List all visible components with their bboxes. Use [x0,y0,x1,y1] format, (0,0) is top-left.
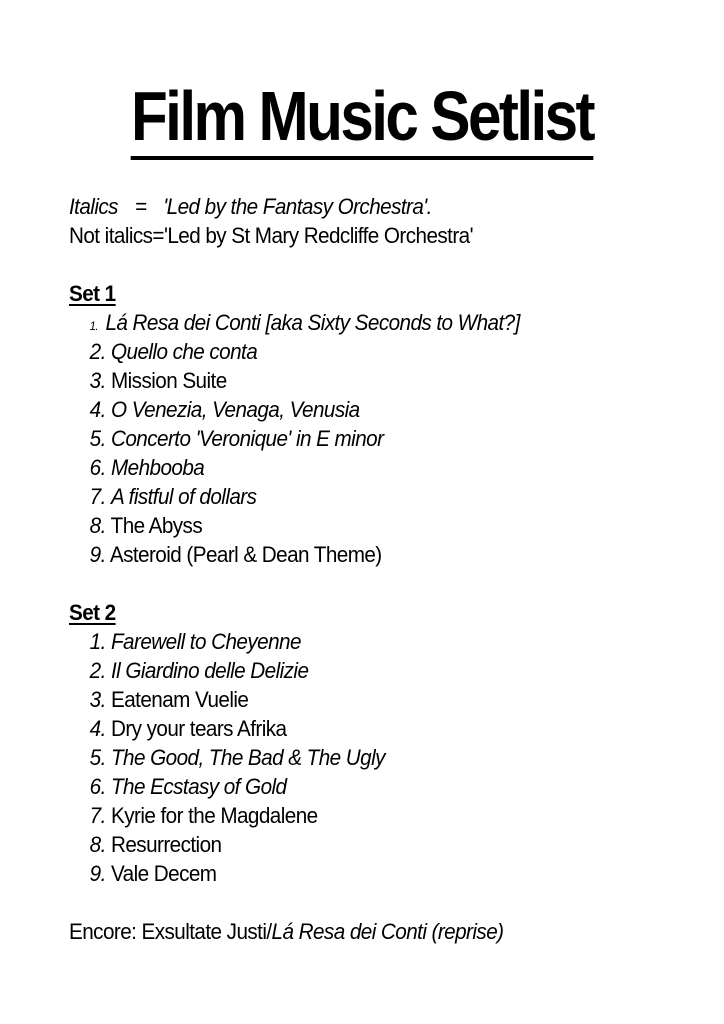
encore-plain: Encore: Exsultate Justi/ [69,919,272,944]
set1-heading: Set 1 [69,281,116,306]
set2-item-number: 5. [89,745,106,770]
set2-item [69,801,671,830]
set1-item [69,395,671,424]
legend-plain-line: Not italics='Led by St Mary Redcliffe Orchestra' [69,223,473,248]
set2-item-number: 1. [89,629,106,654]
set1-item-title: Asteroid (Pearl & Dean Theme) [109,542,382,567]
set1-item [69,540,671,569]
set2-item-number: 4. [89,716,106,741]
set2-list [69,627,671,888]
set2-item-title: The Good, The Bad & The Ugly [110,745,385,770]
set2-item-title: Resurrection [110,832,222,857]
set2-item-title: Farewell to Cheyenne [110,629,301,654]
set1-item-number: 4. [89,397,106,422]
encore-italic: Lá Resa dei Conti (reprise) [271,919,504,944]
set1-item-number: 1. [89,319,98,333]
document-body [69,192,671,946]
encore-line [69,917,671,946]
legend-italics-value: 'Led by the Fantasy Orchestra'. [163,194,432,219]
set1-item-number: 5. [89,426,106,451]
set1-item [69,308,671,337]
set2-heading: Set 2 [69,600,116,625]
set1-item [69,511,671,540]
set2-item [69,772,671,801]
set1-item [69,366,671,395]
set2-item-number: 8. [89,832,106,857]
set1-item-title: O Venezia, Venaga, Venusia [110,397,360,422]
set2-item-number: 9. [89,861,106,886]
set2-item [69,714,671,743]
set2-item [69,830,671,859]
set2-item [69,859,671,888]
set2-item-title: Vale Decem [110,861,217,886]
set1-item-title: Concerto 'Veronique' in E minor [110,426,384,451]
set2-item-title: Dry your tears Afrika [110,716,287,741]
legend-italics-line [69,192,671,221]
set1-item-number: 9. [89,542,106,567]
set2-item [69,685,671,714]
set2-item [69,627,671,656]
set1-item-number: 7. [89,484,106,509]
set2-item-title: Kyrie for the Magdalene [110,803,318,828]
set1-list [69,308,671,569]
page-title [51,70,674,162]
set1-item-title: The Abyss [110,513,203,538]
set2-item-number: 6. [89,774,106,799]
set2-item-title: Il Giardino delle Delizie [110,658,309,683]
set1-item-number: 8. [89,513,106,538]
set1-item [69,337,671,366]
legend-italics-eq: = [134,194,147,219]
set2-item [69,656,671,685]
set1-item-number: 3. [89,368,106,393]
set1-item-title: A fistful of dollars [110,484,257,509]
set1-item-title: Quello che conta [110,339,258,364]
set1-item [69,424,671,453]
set1-item-title: Mehbooba [110,455,205,480]
set1-item-title: Lá Resa dei Conti [aka Sixty Seconds to What?] [105,310,520,335]
set1-item [69,482,671,511]
legend-italics-key: Italics [69,194,118,219]
set1-item-title: Mission Suite [110,368,227,393]
set2-item-number: 3. [89,687,106,712]
set1-item-number: 6. [89,455,106,480]
set2-item-number: 7. [89,803,106,828]
page-title-text: Film Music Setlist [131,76,593,160]
set2-item [69,743,671,772]
set2-item-number: 2. [89,658,106,683]
set2-item-title: The Ecstasy of Gold [110,774,287,799]
set1-item-number: 2. [89,339,106,364]
set2-item-title: Eatenam Vuelie [110,687,249,712]
set1-item [69,453,671,482]
